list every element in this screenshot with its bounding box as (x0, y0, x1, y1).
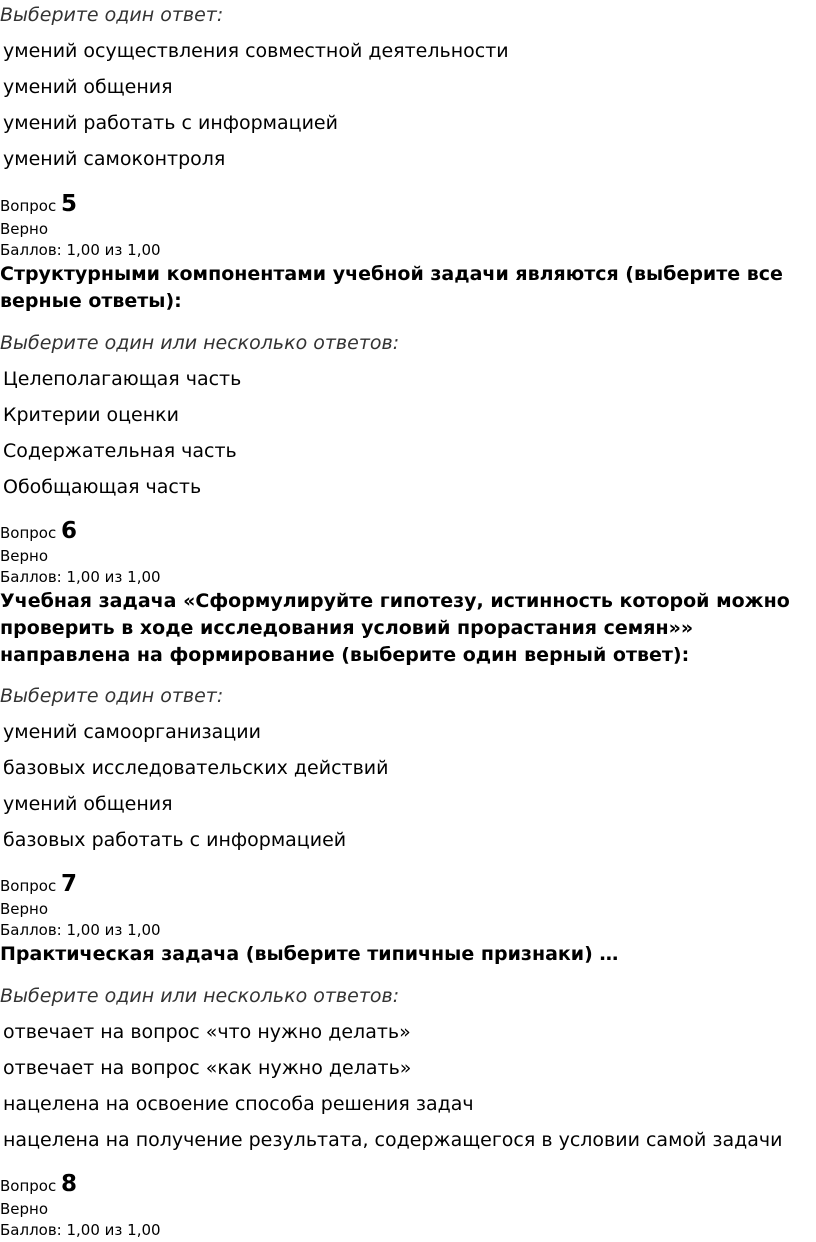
question-score: Баллов: 1,00 из 1,00 (0, 241, 161, 259)
answer-prompt: Выберите один ответ: (0, 685, 224, 707)
question-label: Вопрос (0, 197, 57, 215)
answer-option[interactable]: умений осуществления совместной деятельности (3, 40, 509, 62)
answer-prompt: Выберите один ответ: (0, 4, 224, 26)
answer-option[interactable]: умений самоорганизации (3, 721, 261, 743)
question-number-value: 7 (61, 871, 78, 897)
answer-prompt: Выберите один или несколько ответов: (0, 985, 400, 1007)
question-label: Вопрос (0, 877, 57, 895)
question-number (0, 520, 800, 546)
answer-option[interactable]: нацелена на освоение способа решения задач (3, 1093, 474, 1115)
question-number-value: 8 (61, 1171, 78, 1197)
question-number (0, 193, 800, 219)
answer-list (0, 366, 241, 510)
answer-prompt: Выберите один или несколько ответов: (0, 332, 400, 354)
answer-option[interactable]: Содержательная часть (3, 440, 237, 462)
answer-option[interactable]: отвечает на вопрос «что нужно делать» (3, 1021, 411, 1043)
question-6 (0, 520, 800, 669)
answer-option[interactable]: умений самоконтроля (3, 148, 226, 170)
question-number (0, 1173, 161, 1199)
question-label: Вопрос (0, 1177, 57, 1195)
question-status: Верно (0, 900, 49, 918)
question-5 (0, 193, 800, 315)
answer-option[interactable]: отвечает на вопрос «как нужно делать» (3, 1057, 412, 1079)
answer-option[interactable]: нацелена на получение результата, содержащегося в условии самой задачи (3, 1129, 783, 1151)
answer-option[interactable]: базовых работать с информацией (3, 829, 347, 851)
question-status: Верно (0, 220, 49, 238)
question-score: Баллов: 1,00 из 1,00 (0, 921, 161, 939)
answer-list (0, 719, 388, 863)
question-text: Учебная задача «Сформулируйте гипотезу, истинность которой можно проверить в ходе исследования условий прорастания семян»» направлена на формирование (выберите один верный ответ): (0, 590, 790, 666)
question-text: Практическая задача (выберите типичные признаки) … (0, 943, 619, 965)
question-number-value: 6 (61, 518, 78, 544)
question-status: Верно (0, 547, 49, 565)
answer-option[interactable]: умений работать с информацией (3, 112, 338, 134)
answer-option[interactable]: Целеполагающая часть (3, 368, 242, 390)
question-status: Верно (0, 1200, 49, 1218)
question-7 (0, 873, 800, 968)
question-8 (0, 1173, 161, 1241)
answer-option[interactable]: Критерии оценки (3, 404, 179, 426)
question-number (0, 873, 800, 899)
question-text: Структурными компонентами учебной задачи являются (выберите все верные ответы): (0, 263, 783, 312)
question-score: Баллов: 1,00 из 1,00 (0, 1221, 161, 1239)
question-label: Вопрос (0, 524, 57, 542)
answer-option[interactable]: Обобщающая часть (3, 476, 202, 498)
answer-option[interactable]: умений общения (3, 76, 173, 98)
answer-list (0, 1019, 783, 1163)
answer-option[interactable]: базовых исследовательских действий (3, 757, 389, 779)
question-score: Баллов: 1,00 из 1,00 (0, 568, 161, 586)
answer-option[interactable]: умений общения (3, 793, 173, 815)
question-number-value: 5 (61, 191, 78, 217)
answer-list (0, 38, 509, 182)
